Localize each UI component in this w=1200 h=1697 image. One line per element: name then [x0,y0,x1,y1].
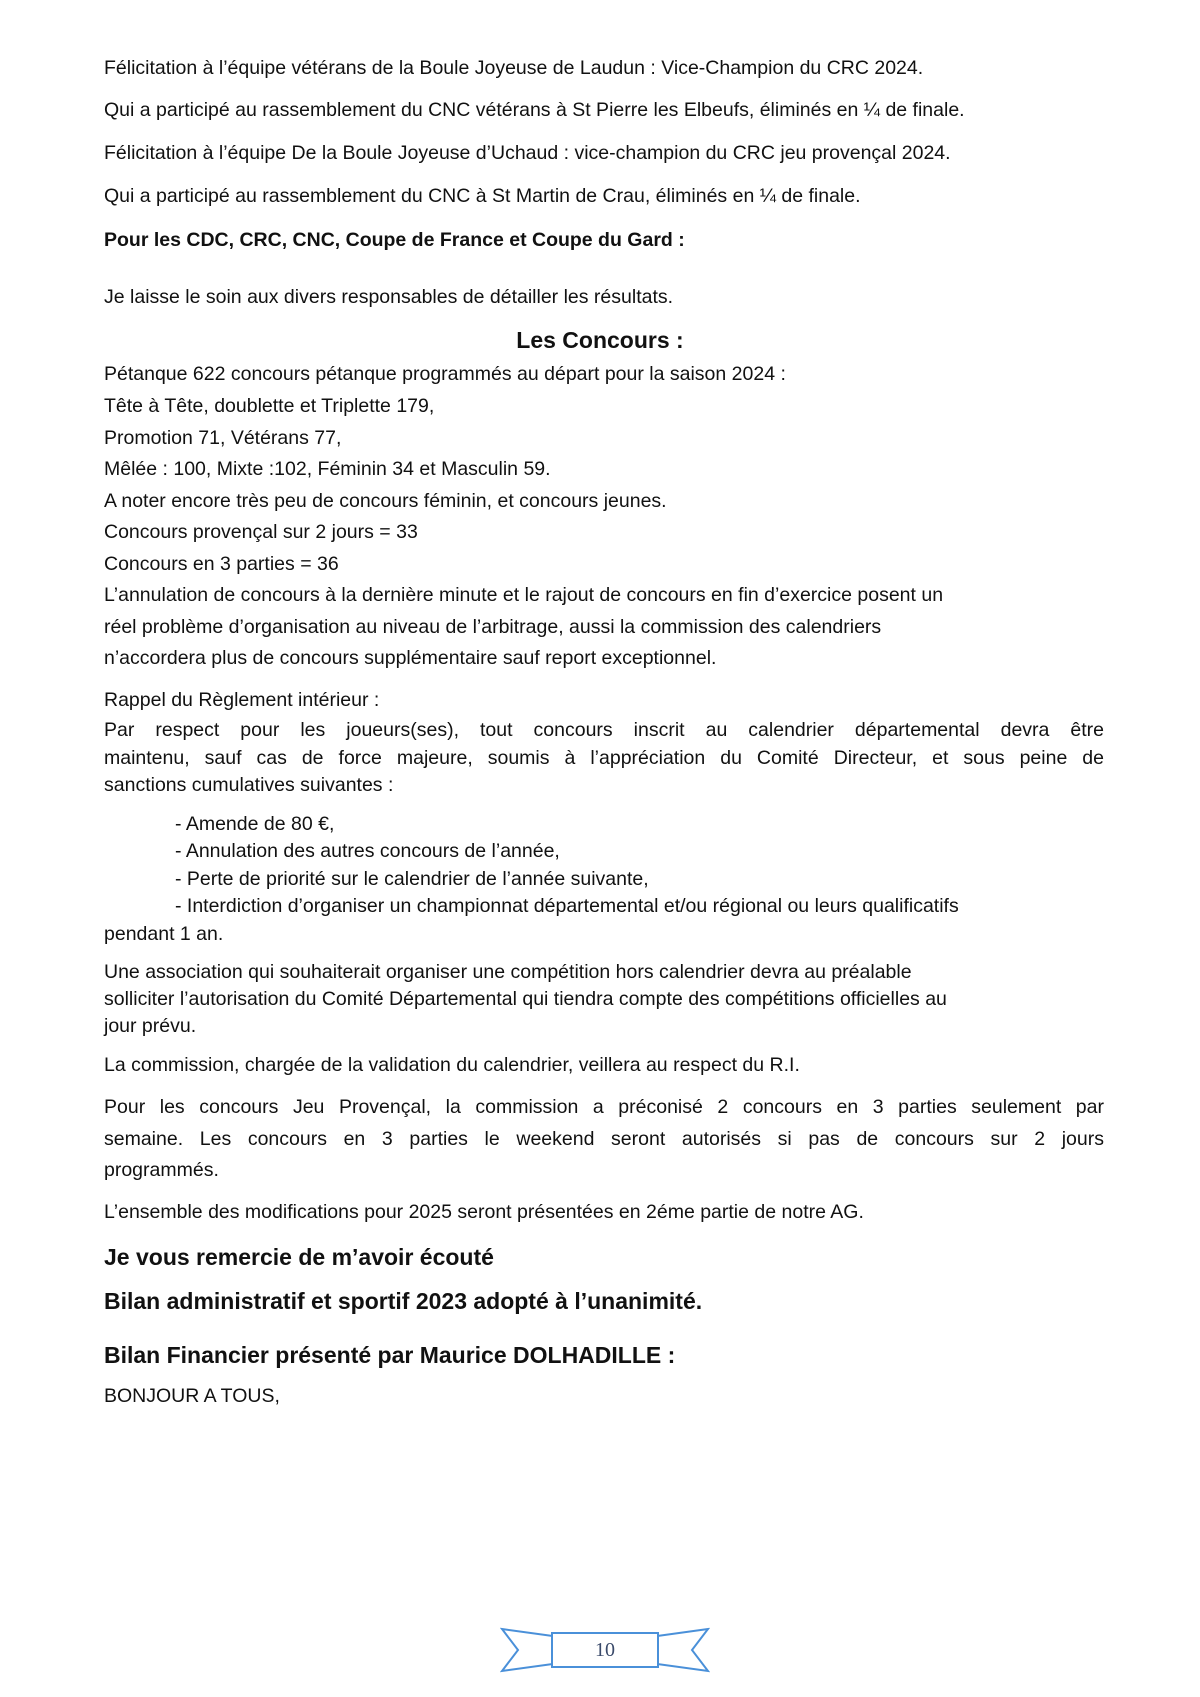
paragraph-cnc-veterans: Qui a participé au rassemblement du CNC vétérans à St Pierre les Elbeufs, éliminés en ¼ de finale. [104,99,965,121]
paragraph-felicitation-uchaud: Félicitation à l’équipe De la Boule Joyeuse d’Uchaud : vice-champion du CRC jeu provençal 2024. [104,142,951,164]
association-line: jour prévu. [104,1015,197,1037]
concours-line: A noter encore très peu de concours féminin, et concours jeunes. [104,490,667,512]
concours-line: Mêlée : 100, Mixte :102, Féminin 34 et Masculin 59. [104,458,551,480]
paragraph-cnc-crau: Qui a participé au rassemblement du CNC à St Martin de Crau, éliminés en ¼ de finale. [104,185,861,207]
sanction-item: - Amende de 80 €, [175,813,335,835]
reglement-title: Rappel du Règlement intérieur : [104,689,380,711]
provencal-line: Pour les concours Jeu Provençal, la commission a préconisé 2 concours en 3 parties seulement par [104,1096,1104,1118]
concours-line: Pétanque 622 concours pétanque programmés au départ pour la saison 2024 : [104,363,786,385]
reglement-line: sanctions cumulatives suivantes : [104,774,394,796]
reglement-line: Par respect pour les joueurs(ses), tout concours inscrit au calendrier départemental devra être [104,719,1104,741]
closing-greeting: BONJOUR A TOUS, [104,1385,280,1407]
concours-line: Concours en 3 parties = 36 [104,553,339,575]
sanction-item: - Perte de priorité sur le calendrier de l’année suivante, [175,868,649,890]
annulation-line: L’annulation de concours à la dernière minute et le rajout de concours en fin d’exercice posent un [104,584,944,606]
sanction-end: pendant 1 an. [104,923,224,945]
provencal-line: semaine. Les concours en 3 parties le weekend seront autorisés si pas de concours sur 2 jours [104,1128,1104,1150]
provencal-line: programmés. [104,1159,219,1181]
association-line: Une association qui souhaiterait organiser une compétition hors calendrier devra au préalable [104,961,912,983]
closing-bilan-admin: Bilan administratif et sportif 2023 adopté à l’unanimité. [104,1288,703,1314]
reglement-line: maintenu, sauf cas de force majeure, soumis à l’appréciation du Comité Directeur, et sous peine de [104,747,1104,769]
concours-line: Tête à Tête, doublette et Triplette 179, [104,395,435,417]
paragraph-felicitation-laudun: Félicitation à l’équipe vétérans de la Boule Joyeuse de Laudun : Vice-Champion du CRC 2024. [104,57,924,79]
concours-line: Concours provençal sur 2 jours = 33 [104,521,418,543]
annulation-line: réel problème d’organisation au niveau de l’arbitrage, aussi la commission des calendriers [104,616,882,638]
paragraph-responsables: Je laisse le soin aux divers responsables de détailler les résultats. [104,286,674,308]
heading-concours: Les Concours : [516,327,684,353]
association-line: solliciter l’autorisation du Comité Départemental qui tiendra compte des compétitions officielles au [104,988,947,1010]
closing-thanks: Je vous remercie de m’avoir écouté [104,1244,494,1270]
closing-bilan-financier: Bilan Financier présenté par Maurice DOLHADILLE : [104,1342,676,1368]
concours-line: Promotion 71, Vétérans 77, [104,427,342,449]
annulation-line: n’accordera plus de concours supplémentaire sauf report exceptionnel. [104,647,717,669]
section-label-results: Pour les CDC, CRC, CNC, Coupe de France et Coupe du Gard : [104,229,685,251]
paragraph-modifications: L’ensemble des modifications pour 2025 seront présentées en 2éme partie de notre AG. [104,1201,864,1223]
sanction-item: - Interdiction d’organiser un championnat départemental et/ou régional ou leurs qualificatifs [175,895,959,917]
sanction-item: - Annulation des autres concours de l’année, [175,840,560,862]
page-number: 10 [595,1639,615,1661]
paragraph-commission: La commission, chargée de la validation du calendrier, veillera au respect du R.I. [104,1054,800,1076]
